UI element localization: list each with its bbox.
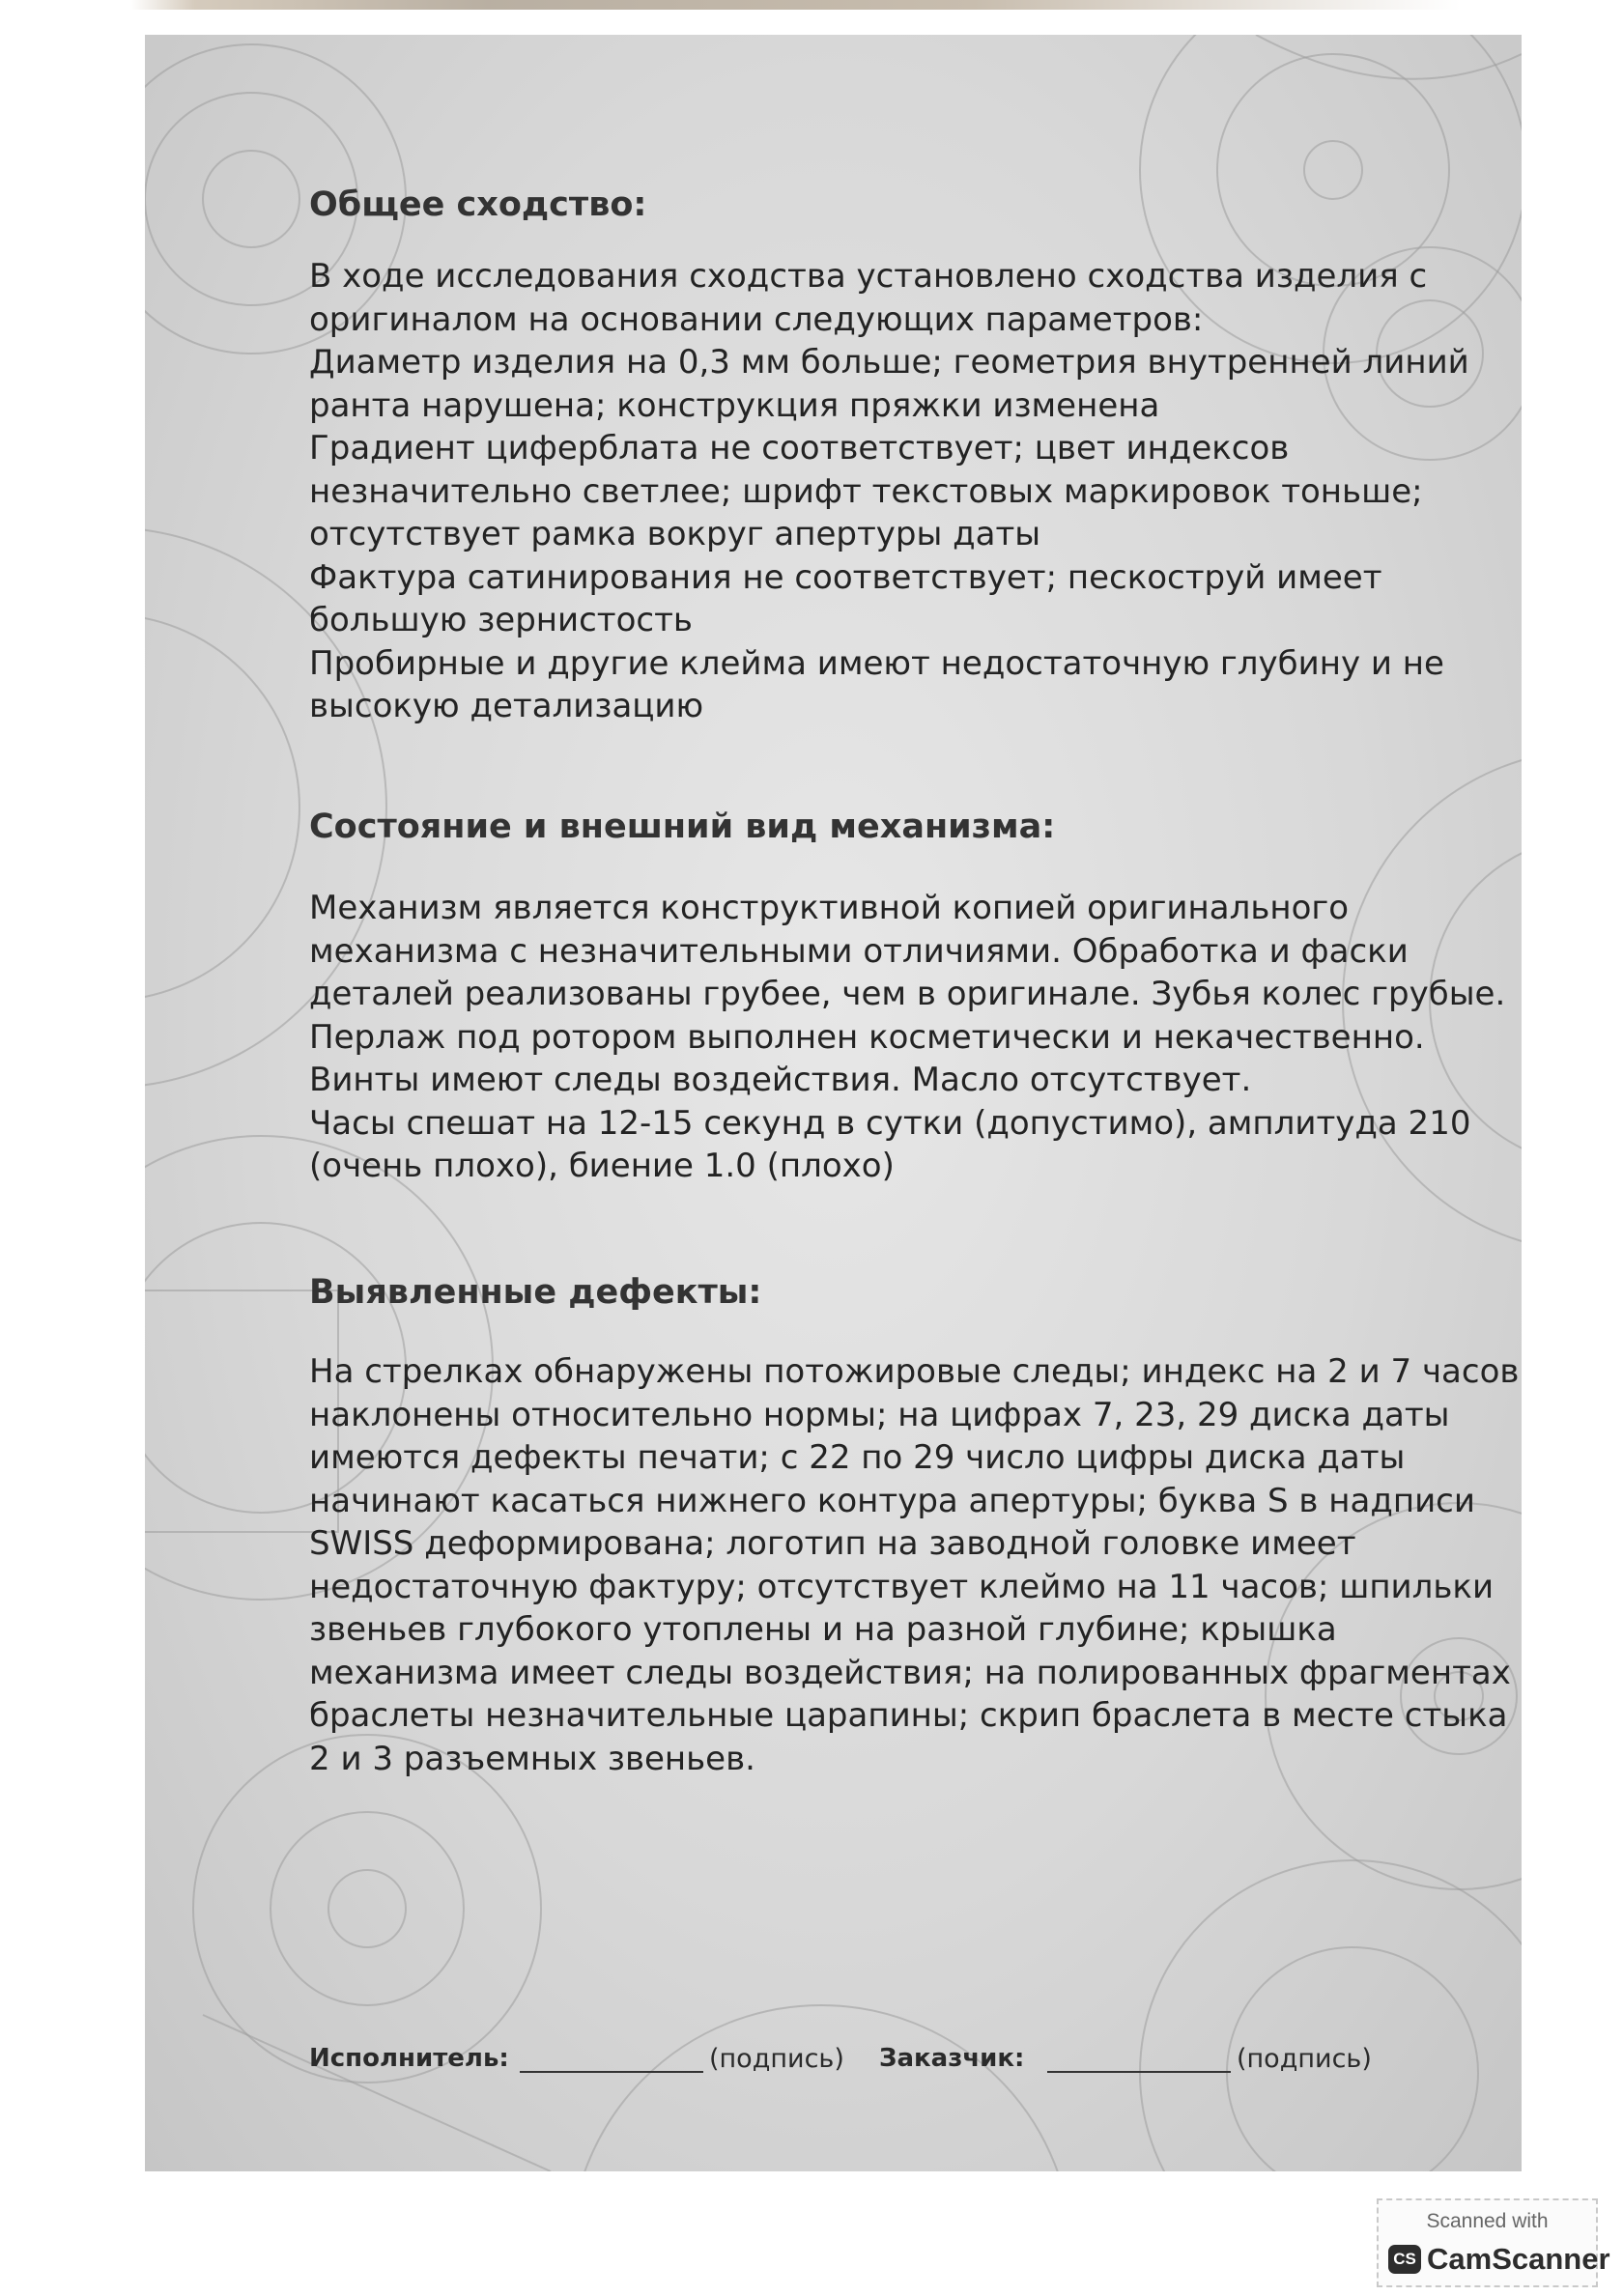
section-body-detected-defects	[309, 1350, 1520, 1780]
top-edge-strip	[0, 0, 1623, 10]
text-line: 2 и 3 разъемных звеньев.	[309, 1739, 755, 1778]
camscanner-brand-name: CamScanner	[1427, 2242, 1610, 2276]
text-line: большую зернистость	[309, 601, 693, 639]
text-line: Фактура сатинирования не соответствует; пескоструй имеет	[309, 557, 1382, 597]
section-heading-general-similarity: Общее сходство:	[309, 185, 647, 224]
text-line: имеются дефекты печати; с 22 по 29 число цифры диска даты	[309, 1438, 1406, 1477]
text-line: На стрелках обнаружены потожировые следы; индекс на 2 и 7 часов	[309, 1352, 1520, 1391]
text-line: отсутствует рамка вокруг апертуры даты	[309, 515, 1041, 553]
text-line: Пробирные и другие клейма имеют недостаточную глубину и не	[309, 643, 1444, 683]
section-body-general-similarity	[309, 255, 1497, 728]
text-line: В ходе исследования сходства установлено сходства изделия с	[309, 257, 1428, 296]
text-line: Перлаж под ротором выполнен косметически и некачественно.	[309, 1017, 1425, 1057]
executor-signature-line	[520, 2044, 703, 2073]
customer-label: Заказчик:	[879, 2044, 1025, 2073]
text-line: SWISS деформирована; логотип на заводной головке имеет	[309, 1524, 1356, 1563]
section-heading-detected-defects: Выявленные дефекты:	[309, 1273, 762, 1312]
section-heading-mechanism-condition: Состояние и внешний вид механизма:	[309, 808, 1056, 846]
section-body-mechanism-condition	[309, 887, 1506, 1188]
text-line: деталей реализованы грубее, чем в оригинале. Зубья колес грубые.	[309, 975, 1506, 1013]
text-line: наклонены относительно нормы; на цифрах 7, 23, 29 диска даты	[309, 1395, 1450, 1434]
text-line: Винты имеют следы воздействия. Масло отсутствует.	[309, 1061, 1252, 1099]
text-line: ранта нарушена; конструкция пряжки изменена	[309, 385, 1160, 425]
text-line: Часы спешат на 12-15 секунд в сутки (допустимо), амплитуда 210	[309, 1103, 1471, 1143]
customer-signature-caption: (подпись)	[1237, 2044, 1372, 2074]
text-line: Механизм является конструктивной копией оригинального	[309, 889, 1350, 927]
camscanner-badge	[1377, 2198, 1610, 2287]
text-line: Диаметр изделия на 0,3 мм больше; геометрия внутренней линий	[309, 343, 1469, 382]
text-line: высокую детализацию	[309, 687, 704, 725]
executor-signature-caption: (подпись)	[709, 2044, 844, 2074]
document-page	[145, 35, 1522, 2171]
text-line: незначительно светлее; шрифт текстовых маркировок тоньше;	[309, 471, 1423, 511]
scanned-with-caption: Scanned with	[1426, 2210, 1549, 2232]
text-line: звеньев глубокого утоплены и на разной глубине; крышка	[309, 1610, 1337, 1649]
signature-row	[309, 2044, 1507, 2092]
text-line: недостаточную фактуру; отсутствует клеймо на 11 часов; шпильки	[309, 1567, 1495, 1606]
camscanner-logo-icon: CS	[1388, 2245, 1421, 2274]
text-line: оригиналом на основании следующих параметров:	[309, 299, 1204, 339]
text-line: Градиент циферблата не соответствует; цвет индексов	[309, 429, 1290, 468]
customer-signature-line	[1047, 2044, 1231, 2073]
executor-label: Исполнитель:	[309, 2044, 509, 2073]
text-line: механизма с незначительными отличиями. Обработка и фаски	[309, 931, 1409, 971]
text-line: механизма имеет следы воздействия; на полированных фрагментах	[309, 1653, 1511, 1692]
text-line: (очень плохо), биение 1.0 (плохо)	[309, 1147, 895, 1185]
text-line: браслеты незначительные царапины; скрип браслета в месте стыка	[309, 1696, 1508, 1735]
text-line: начинают касаться нижнего контура апертуры; буква S в надписи	[309, 1481, 1475, 1520]
